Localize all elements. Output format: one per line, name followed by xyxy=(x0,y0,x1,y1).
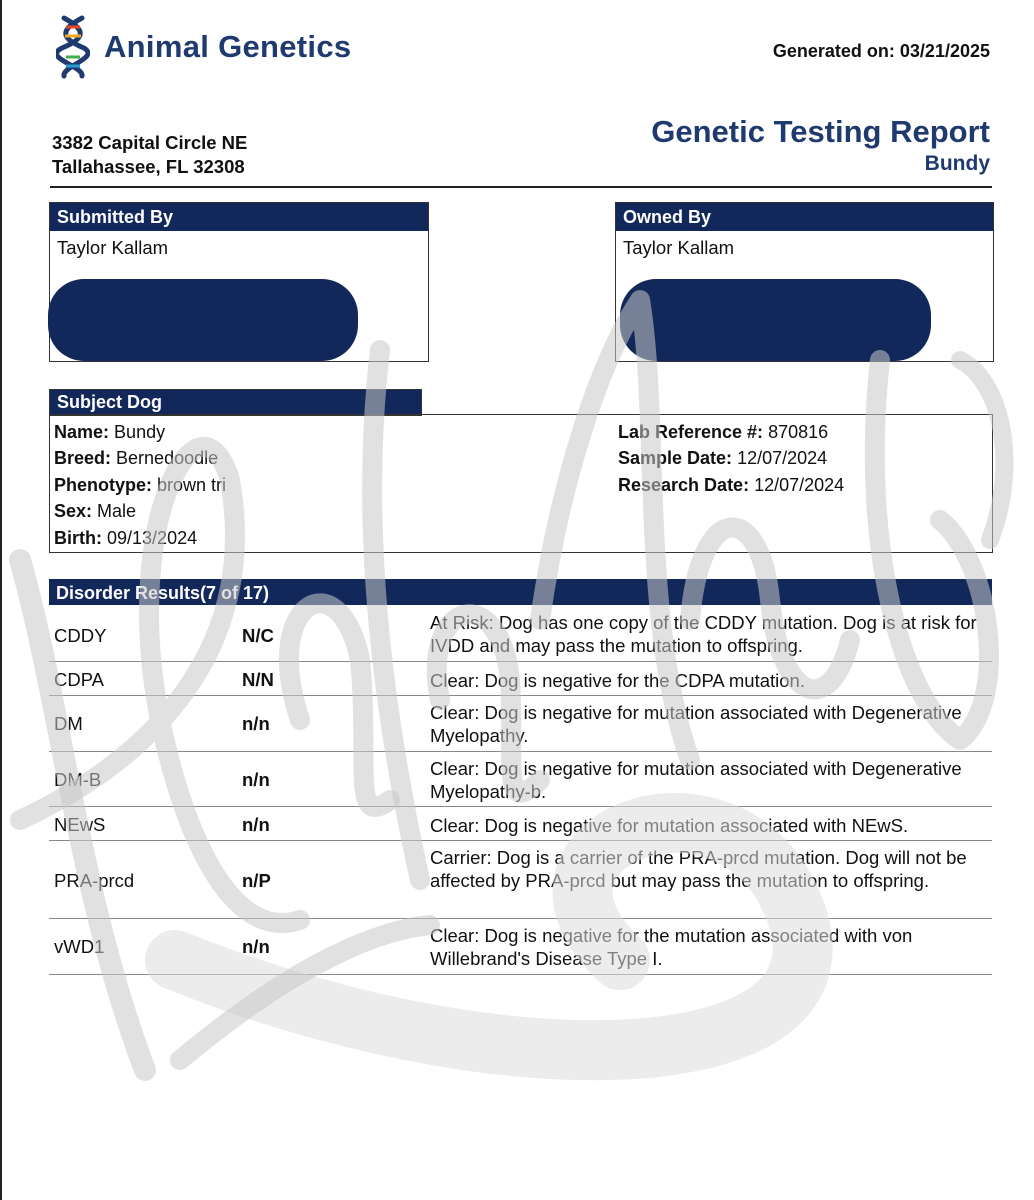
owned-by-name: Taylor Kallam xyxy=(623,237,735,258)
page-edge xyxy=(0,0,2,1200)
disorder-name: DM xyxy=(54,713,83,734)
field-value: Male xyxy=(97,501,137,521)
field-label: Phenotype: xyxy=(54,475,153,495)
field-sample-date xyxy=(618,445,827,471)
table-row xyxy=(49,808,992,841)
submitted-by-heading: Submitted By xyxy=(50,203,428,231)
disorder-name: NEwS xyxy=(54,814,106,835)
field-value: 12/07/2024 xyxy=(754,475,845,495)
genotype: N/N xyxy=(242,669,274,690)
field-label: Sample Date: xyxy=(618,448,733,468)
result-description: Clear: Dog is negative for mutation associated with Degenerative Myelopathy-b. xyxy=(430,758,962,802)
table-row xyxy=(49,753,992,807)
result-description: Clear: Dog is negative for mutation associated with Degenerative Myelopathy. xyxy=(430,702,962,746)
genotype: n/n xyxy=(242,713,270,734)
field-value: Bernedoodle xyxy=(116,448,219,468)
field-value: 870816 xyxy=(768,422,829,442)
result-description: Clear: Dog is negative for mutation associated with NEwS. xyxy=(430,815,909,836)
result-description: Clear: Dog is negative for the mutation associated with von Willebrand's Disease Type I. xyxy=(430,925,913,969)
dna-helix-icon xyxy=(56,14,90,80)
field-lab-reference xyxy=(618,419,828,445)
address-line-2: Tallahassee, FL 32308 xyxy=(52,156,245,177)
disorder-name: PRA-prcd xyxy=(54,870,135,891)
disorder-name: vWD1 xyxy=(54,936,105,957)
address-line-1: 3382 Capital Circle NE xyxy=(52,132,248,153)
subject-dog-heading: Subject Dog xyxy=(49,389,422,416)
field-research-date xyxy=(618,472,844,498)
field-label: Lab Reference #: xyxy=(618,422,764,442)
result-description: Carrier: Dog is a carrier of the PRA-prcd mutation. Dog will not be affected by PRA-prcd but may pass the mutation to offspring. xyxy=(430,847,967,891)
field-label: Sex: xyxy=(54,501,93,521)
owned-by-heading: Owned By xyxy=(616,203,993,231)
field-birth xyxy=(54,525,197,551)
redaction-mark xyxy=(48,279,358,361)
field-value: 09/13/2024 xyxy=(107,528,198,548)
disorder-name: CDDY xyxy=(54,625,107,646)
result-description: Clear: Dog is negative for the CDPA mutation. xyxy=(430,670,805,691)
report-subject-name: Bundy xyxy=(924,152,990,175)
field-label: Breed: xyxy=(54,448,112,468)
genotype: n/n xyxy=(242,814,270,835)
disorder-name: DM-B xyxy=(54,769,102,790)
disorder-results-heading: Disorder Results(7 of 17) xyxy=(49,579,992,605)
submitted-by-name: Taylor Kallam xyxy=(57,237,169,258)
report-title: Genetic Testing Report xyxy=(651,114,990,149)
field-label: Birth: xyxy=(54,528,102,548)
field-value: 12/07/2024 xyxy=(737,448,828,468)
field-breed xyxy=(54,445,218,471)
table-row xyxy=(49,842,992,919)
table-row xyxy=(49,697,992,752)
genotype: n/P xyxy=(242,870,271,891)
lab-address xyxy=(52,131,247,179)
table-row xyxy=(49,607,992,662)
genotype: N/C xyxy=(242,625,274,646)
genotype: n/n xyxy=(242,936,270,957)
header-divider xyxy=(50,186,992,188)
genotype: n/n xyxy=(242,769,270,790)
table-row xyxy=(49,663,992,696)
brand-name: Animal Genetics xyxy=(104,29,352,64)
field-sex xyxy=(54,498,136,524)
disorder-name: CDPA xyxy=(54,669,105,690)
table-row xyxy=(49,920,992,975)
field-phenotype xyxy=(54,472,226,498)
field-value: brown tri xyxy=(157,475,227,495)
result-description: At Risk: Dog has one copy of the CDDY mutation. Dog is at risk for IVDD and may pass the mutation to offspring. xyxy=(430,612,977,656)
report-title-block xyxy=(651,114,990,178)
brand-logo xyxy=(56,14,351,80)
field-value: Bundy xyxy=(114,422,166,442)
field-label: Research Date: xyxy=(618,475,750,495)
field-name xyxy=(54,419,165,445)
field-label: Name: xyxy=(54,422,110,442)
generated-date: Generated on: 03/21/2025 xyxy=(772,41,990,61)
redaction-mark xyxy=(620,279,931,361)
